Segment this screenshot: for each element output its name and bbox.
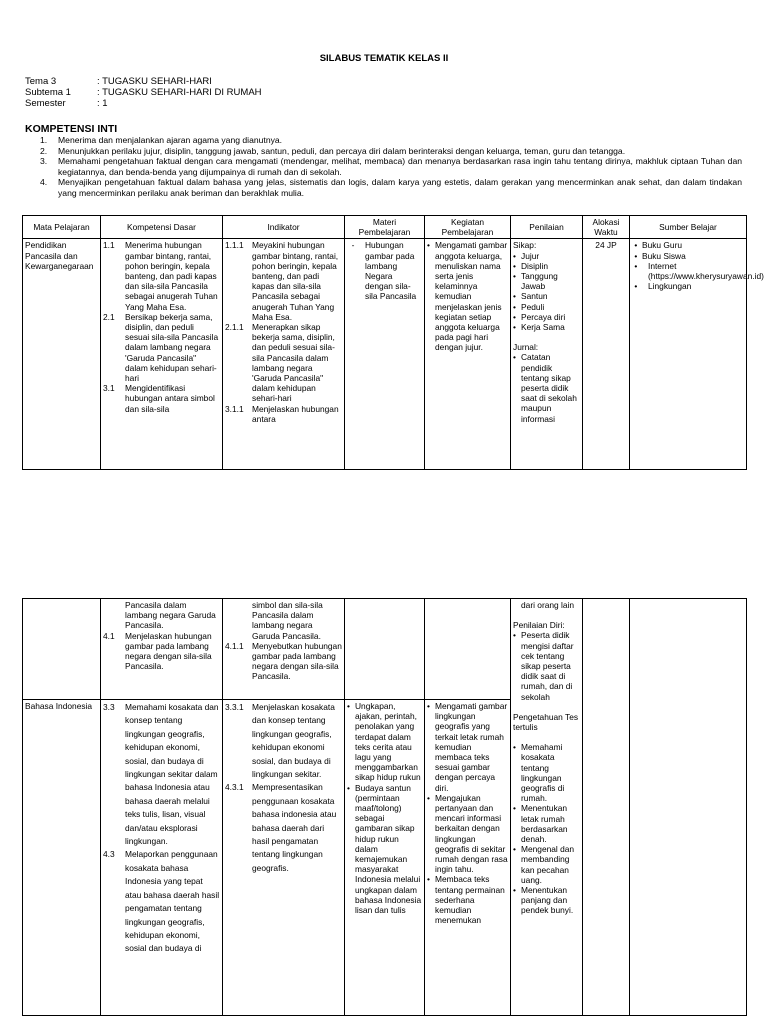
cell-indikator <box>223 700 345 1016</box>
indikator-item <box>225 322 342 404</box>
cell-materi <box>345 700 425 1016</box>
ki-heading: KOMPETENSI INTI <box>25 123 118 135</box>
syllabus-meta <box>25 76 262 109</box>
tes-text: Menentukan letak rumah berdasarkan denah. <box>521 803 568 845</box>
header-alokasi: Alokasi Waktu <box>583 216 630 239</box>
bullet-icon: • <box>427 240 430 251</box>
kd-continuation: Pancasila dalam lambang negara Garuda Pancasila. <box>125 600 216 631</box>
ki-item <box>40 177 742 198</box>
ki-text: Menerima dan menjalankan ajaran agama yang dianutnya. <box>58 135 283 145</box>
ki-text: Memahami pengetahuan faktual dengan cara mengamati (mendengar, melihat, membaca) dan menanya berdasarkan rasa ingin tahu tentang dirinya, makhluk ciptaan Tuhan dan kegiatannya, dan benda-benda yang dijumpainya di rumah dan di sekolah. <box>58 156 742 177</box>
syllabus-table-page-1 <box>22 215 764 470</box>
materi-item <box>347 701 422 783</box>
kegiatan-item <box>427 701 508 793</box>
materi-text: Hubungan gambar pada lambang Negara dengan sila-sila Pancasila <box>365 240 417 302</box>
sumber-item <box>632 281 744 291</box>
cell-alokasi <box>583 599 630 1016</box>
materi-item <box>347 783 422 916</box>
header-materi: Materi Pembelajaran <box>345 216 425 239</box>
tes-item <box>513 742 580 803</box>
indikator-item <box>225 240 342 322</box>
bullet-icon: • <box>427 701 430 711</box>
ki-number: 4. <box>40 177 48 187</box>
penilaian-diri-text: Peserta didik mengisi daftar cek tentang sikap peserta didik saat di rumah, dan di sekolah <box>521 630 574 702</box>
bullet-icon: • <box>632 281 638 292</box>
sumber-text: Internet (https://www.kherysuryawan.id) <box>648 260 764 282</box>
meta-key: Subtema 1 <box>25 87 71 98</box>
sumber-text: Buku Siswa <box>642 250 686 261</box>
cell-kd <box>101 599 223 700</box>
cell-sumber <box>630 599 747 1016</box>
cell-indikator <box>223 239 345 470</box>
kd-item <box>103 631 220 672</box>
cell-materi <box>345 239 425 470</box>
materi-item <box>347 240 422 301</box>
header-penilaian: Penilaian <box>511 216 583 239</box>
kegiatan-text: Mengamati gambar lingkungan geografis yang terkait letak rumah kemudian membaca teks sesuai gambar dengan percaya diri. <box>435 701 508 793</box>
cell-mapel: Pendidikan Pancasila dan Kewarganegaraan <box>23 239 101 470</box>
cell-penilaian <box>511 239 583 470</box>
cell-indikator <box>223 599 345 700</box>
sumber-text: Buku Guru <box>642 240 683 251</box>
meta-row-subtema <box>25 87 262 98</box>
kd-number: 1.1 <box>103 240 115 251</box>
kd-item <box>103 312 220 383</box>
bullet-icon: • <box>513 742 516 753</box>
header-mapel: Mata Pelajaran <box>23 216 101 239</box>
indikator-number: 2.1.1 <box>225 322 244 333</box>
meta-value: : TUGASKU SEHARI-HARI <box>97 76 212 87</box>
bullet-icon: • <box>513 352 516 363</box>
ki-item <box>40 146 742 157</box>
indikator-text: Menerapkan sikap bekerja sama, disiplin, dan peduli sesuai sila-sila Pancasila dalam lambang negara 'Garuda Pancasila" dalam kehidupan sehari-hari <box>252 322 335 404</box>
sikap-text: Disiplin <box>521 260 548 271</box>
sumber-text: Lingkungan <box>648 281 692 292</box>
tes-item <box>513 803 580 844</box>
tes-text: Memahami kosakata tentang lingkungan geografis di rumah. <box>521 742 565 804</box>
cell-mapel: Bahasa Indonesia <box>23 700 101 1016</box>
kegiatan-item <box>427 874 508 925</box>
cell-sumber <box>630 239 764 470</box>
sikap-item <box>513 251 580 261</box>
sikap-text: Peduli <box>521 301 545 312</box>
bullet-icon: • <box>513 250 516 261</box>
kd-text: Bersikap bekerja sama, disiplin, dan peduli sesuai sila-sila Pancasila dalam lambang negara 'Garuda Pancasila" dalam kehidupan sehari-hari <box>125 311 219 384</box>
indikator-number: 1.1.1 <box>225 240 244 251</box>
kd-text: Mengidentifikasi hubungan antara simbol dan sila-sila <box>125 383 215 414</box>
sikap-item <box>513 302 580 312</box>
ki-text: Menunjukkan perilaku jujur, disiplin, tanggung jawab, santun, peduli, dan percaya diri dalam berinteraksi dengan keluarga, teman, guru dan tetangga. <box>58 145 626 156</box>
kegiatan-item <box>427 240 508 352</box>
bullet-icon: • <box>513 803 516 814</box>
cell-mapel <box>23 599 101 700</box>
ki-number: 1. <box>40 135 48 145</box>
ki-number: 3. <box>40 156 48 166</box>
kegiatan-text: Mengajukan pertanyaan dan mencari informasi berkaitan dengan lingkungan geografis di sekitar rumah dengan rasa ingin tahu. <box>435 792 508 875</box>
kd-number: 4.1 <box>103 630 115 641</box>
bullet-icon: • <box>632 240 638 251</box>
penilaian-diri-item <box>513 630 580 701</box>
sikap-item <box>513 312 580 322</box>
meta-key: Tema 3 <box>25 76 57 87</box>
indikator-text: Menyebutkan hubungan gambar pada lambang negara dengan sila-sila Pancasila. <box>252 640 342 682</box>
catatan-item <box>513 352 580 423</box>
bullet-icon: - <box>347 240 355 251</box>
meta-row-semester <box>25 98 262 109</box>
meta-row-tema <box>25 76 262 87</box>
meta-key: Semester <box>25 98 66 109</box>
bullet-icon: • <box>427 874 430 885</box>
catatan-text: Catatan pendidik tentang sikap peserta didik saat di sekolah maupun informasi <box>521 352 577 424</box>
bullet-icon: • <box>513 844 516 855</box>
tes-text: Mengenal dan membanding kan pecahan uang. <box>521 844 575 885</box>
tes-item <box>513 885 580 916</box>
table-header-row <box>23 216 747 239</box>
sumber-item <box>632 260 764 282</box>
indikator-text: Menjelaskan hubungan antara <box>252 403 339 424</box>
bullet-icon: • <box>513 311 516 322</box>
kd-item <box>103 701 220 848</box>
indikator-item <box>225 641 342 682</box>
indikator-text: Menjelaskan kosakata dan konsep tentang lingkungan geografis, kehidupan ekonomi sosial, dan budaya di lingkungan sekitar. <box>252 702 335 780</box>
kd-item <box>103 383 220 414</box>
sikap-item <box>513 271 580 291</box>
sumber-item <box>632 240 744 250</box>
header-indikator: Indikator <box>223 216 345 239</box>
bullet-icon: • <box>513 271 516 282</box>
bullet-icon: • <box>632 260 638 271</box>
sikap-item <box>513 322 580 332</box>
indikator-item <box>225 701 342 781</box>
indikator-number: 3.3.1 <box>225 702 244 712</box>
sikap-text: Santun <box>521 291 548 302</box>
page-title: SILABUS TEMATIK KELAS II <box>319 53 449 64</box>
materi-text: Ungkapan, ajakan, perintah, penolakan yang terdapat dalam teks cerita atau lagu yang menggambarkan sikap hidup rukun <box>355 701 421 783</box>
kegiatan-text: Membaca teks tentang permainan sederhana kemudian menemukan <box>435 874 505 926</box>
kd-number: 4.3 <box>103 849 115 860</box>
penilaian-continuation: dari orang lain <box>521 600 575 610</box>
sikap-text: Kerja Sama <box>521 322 565 333</box>
bullet-icon: • <box>427 792 430 803</box>
indikator-continuation: simbol dan sila-sila Pancasila dalam lambang negara Garuda Pancasila. <box>252 600 323 641</box>
ki-item <box>40 156 742 177</box>
kd-text: Menerima hubungan gambar bintang, rantai, pohon beringin, kepala banteng, dan padi kapas dan sila-sila Pancasila sebagai anugerah Tuhan Yang Maha Esa. <box>125 240 218 312</box>
tes-item <box>513 844 580 885</box>
indikator-number: 4.1.1 <box>225 640 244 651</box>
kd-number: 3.1 <box>103 383 115 394</box>
bullet-icon: • <box>513 630 516 641</box>
indikator-item <box>225 781 342 875</box>
penilaian-diri-label: Penilaian Diri: <box>513 620 565 631</box>
kd-text: Melaporkan penggunaan kosakata bahasa Indonesia yang tepat atau bahasa daerah hasil pengamatan tentang lingkungan geografis, kehidupan ekonomi, sosial dan budaya di <box>125 849 220 954</box>
sikap-text: Percaya diri <box>521 311 566 322</box>
bullet-icon: • <box>513 301 516 312</box>
meta-value: : TUGASKU SEHARI-HARI DI RUMAH <box>97 87 262 98</box>
tes-text: Menentukan panjang dan pendek bunyi. <box>521 885 574 916</box>
indikator-item <box>225 404 342 424</box>
kd-number: 3.3 <box>103 702 115 712</box>
bullet-icon: • <box>347 782 350 793</box>
ki-number: 2. <box>40 145 48 156</box>
kd-text: Memahami kosakata dan konsep tentang lingkungan geografis, kehidupan ekonomi, sosial, dan budaya di lingkungan sekitar dalam bahasa Indonesia atau bahasa daerah melalui teks tulis, lisan, visual dan/atau eksplorasi lingkungan. <box>125 702 219 847</box>
cell-kd <box>101 700 223 1016</box>
kegiatan-item <box>427 793 508 875</box>
sikap-text: Jujur <box>521 250 540 261</box>
syllabus-table-page-2 <box>22 598 747 1016</box>
cell-kd <box>101 239 223 470</box>
bullet-icon: • <box>513 322 516 333</box>
ki-text: Menyajikan pengetahuan faktual dalam bahasa yang jelas, sistematis dan logis, dalam karya yang estetis, dalam gerakan yang mencerminkan anak sehat, dan dalam tindakan yang mencerminkan perilaku anak beriman dan berakhlak mulia. <box>58 177 742 198</box>
header-kegiatan: Kegiatan Pembelajaran <box>425 216 511 239</box>
meta-value: : 1 <box>97 98 108 109</box>
kd-text: Menjelaskan hubungan gambar pada lambang negara dengan sila-sila Pancasila. <box>125 630 212 672</box>
header-sumber: Sumber Belajar <box>630 216 747 239</box>
ki-item <box>40 135 742 146</box>
header-kd: Kompetensi Dasar <box>101 216 223 239</box>
bullet-icon: • <box>347 701 350 711</box>
pengetahuan-label: Pengetahuan Tes tertulis <box>513 711 579 733</box>
sikap-item <box>513 291 580 301</box>
ki-list <box>40 135 742 198</box>
cell-kegiatan <box>425 239 511 470</box>
jurnal-label: Jurnal: <box>513 342 539 353</box>
cell-kegiatan <box>425 700 511 1016</box>
table-row <box>23 239 747 470</box>
kd-item <box>103 240 220 311</box>
bullet-icon: • <box>513 885 516 896</box>
cell-alokasi: 24 JP <box>583 239 630 470</box>
materi-text: Budaya santun (permintaan maaf/tolong) sebagai gambaran sikap hidup rukun dalam kemajemukan masyarakat Indonesia melalui ungkapan dalam bahasa Indonesia lisan dan tulis <box>355 782 422 916</box>
sikap-item <box>513 261 580 271</box>
sikap-text: Tanggung Jawab <box>521 271 558 292</box>
kd-number: 2.1 <box>103 311 115 322</box>
bullet-icon: • <box>513 260 516 271</box>
indikator-text: Meyakini hubungan gambar bintang, rantai, pohon beringin, kepala banteng, dan padi kapas dan sila-sila Pancasila sebagai anugerah Tuhan Yang Maha Esa. <box>252 240 339 322</box>
kd-item <box>103 848 220 955</box>
cell-kegiatan <box>425 599 511 700</box>
indikator-number: 3.1.1 <box>225 403 244 414</box>
cell-penilaian <box>511 599 583 1016</box>
cell-materi <box>345 599 425 700</box>
indikator-text: Mempresentasikan penggunaan kosakata bahasa indonesia atau bahasa daerah dari hasil pengamatan tentang lingkungan geografis. <box>252 782 337 873</box>
sumber-item <box>632 251 744 261</box>
bullet-icon: • <box>513 291 516 302</box>
bullet-icon: • <box>632 250 638 261</box>
kegiatan-text: Mengamati gambar anggota keluarga, menuliskan nama serta jenis kelaminnya kemudian menjelaskan jenis kegiatan setiap anggota keluarga pada pagi hari dengan jujur. <box>435 240 508 353</box>
penilaian-sikap-label: Sikap: <box>513 240 537 251</box>
table-row <box>23 599 747 700</box>
indikator-number: 4.3.1 <box>225 782 244 793</box>
